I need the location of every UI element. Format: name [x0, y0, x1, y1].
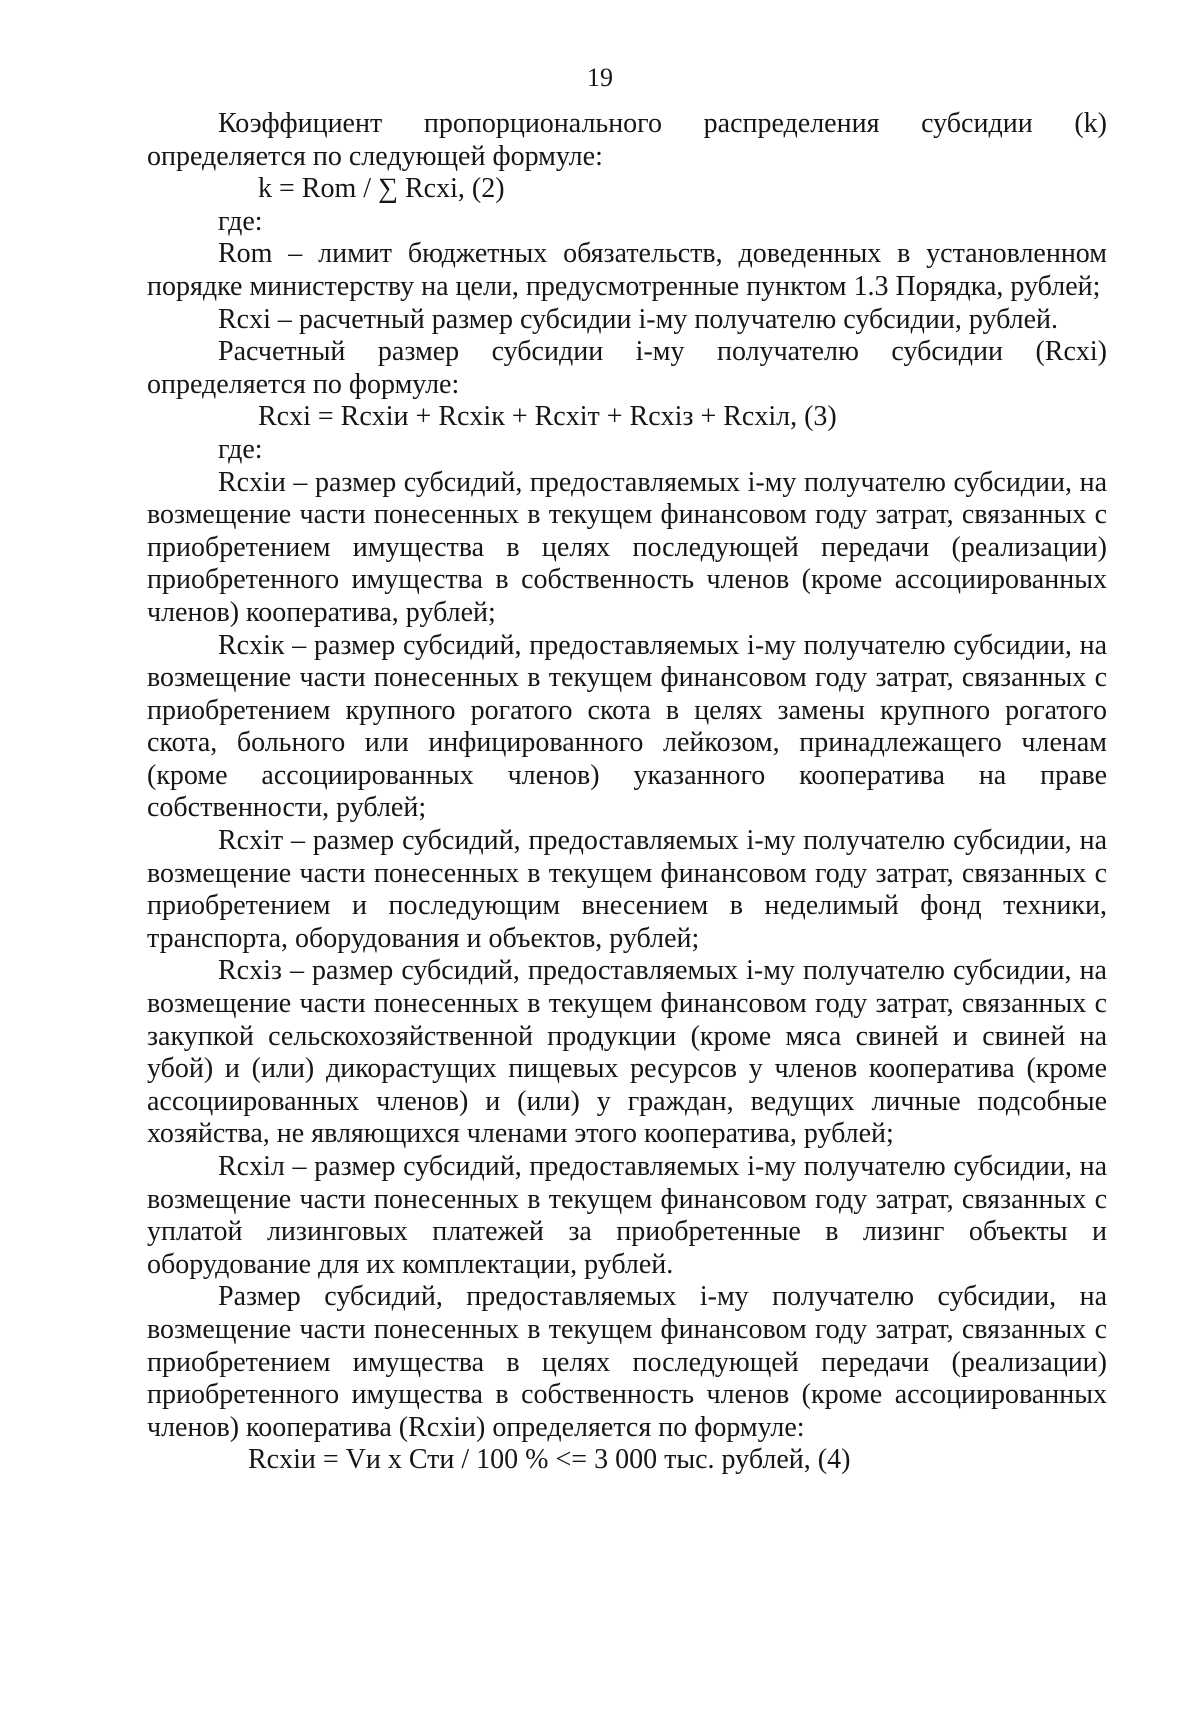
paragraph-rcxiz-definition: Rcxiз – размер субсидий, предоставляемых i-му получателю субсидии, на возмещение части понесенных в текущем финансовом году затрат, связанных с закупкой сельскохозяйственной продукции (кроме мяса свиней и свиней на убой) и (или) дикорастущих пищевых ресурсов у членов кооператива (кроме ассоциированных членов) и (или) у граждан, ведущих личные подсобные хозяйства, не являющихся членами этого кооператива, рублей; [147, 955, 1107, 1150]
paragraph-calculated-size: Расчетный размер субсидии i-му получателю субсидии (Rcxi) определяется по формуле: [147, 336, 1107, 400]
label-where-2: где: [218, 433, 263, 465]
paragraph-rcxik-definition: Rcxiк – размер субсидий, предоставляемых i-му получателю субсидии, на возмещение части понесенных в текущем финансовом году затрат, связанных с приобретением крупного рогатого скота в целях замены крупного рогатого скота, больного или инфицированного лейкозом, принадлежащего членам (кроме ассоциированных членов) указанного кооператива на праве собственности, рублей; [147, 629, 1107, 824]
formula-3: Rcxi = Rcxiи + Rcxiк + Rcxiт + Rcxiз + Rcxiл, (3) [258, 401, 837, 433]
paragraph-rcxit-definition: Rcxiт – размер субсидий, предоставляемых i-му получателю субсидии, на возмещение части понесенных в текущем финансовом году затрат, связанных с приобретением и последующим внесением в неделимый фонд техники, транспорта, оборудования и объектов, рублей; [147, 825, 1107, 954]
paragraph-rcxii-definition: Rcxiи – размер субсидий, предоставляемых i-му получателю субсидии, на возмещение части понесенных в текущем финансовом году затрат, связанных с приобретением имущества в целях последующей передачи (реализации) приобретенного имущества в собственность членов (кроме ассоциированных членов) кооператива, рублей; [147, 466, 1107, 628]
paragraph-subsidy-size: Размер субсидий, предоставляемых i-му получателю субсидии, на возмещение части понесенных в текущем финансовом году затрат, связанных с приобретением имущества в целях последующей передачи (реализации) приобретенного имущества в собственность членов (кроме ассоциированных членов) кооператива (Rcxiи) определяется по формуле: [147, 1281, 1107, 1443]
paragraph-rcxil-definition: Rcxiл – размер субсидий, предоставляемых i-му получателю субсидии, на возмещение части понесенных в текущем финансовом году затрат, связанных с уплатой лизинговых платежей за приобретенные в лизинг объекты и оборудование для их комплектации, рублей. [147, 1151, 1107, 1280]
page-number: 19 [587, 63, 613, 92]
formula-4: Rcxiи = Vи x Сти / 100 % <= 3 000 тыс. рублей, (4) [248, 1444, 851, 1476]
paragraph-coefficient: Коэффициент пропорционального распределения субсидии (k) определяется по следующей формуле: [147, 108, 1107, 172]
formula-2: k = Rom / ∑ Rcxi, (2) [258, 173, 505, 205]
label-where-1: где: [218, 205, 263, 237]
paragraph-rcxi-definition: Rcxi – расчетный размер субсидии i-му получателю субсидии, рублей. [218, 303, 1059, 335]
paragraph-rom-definition: Rom – лимит бюджетных обязательств, доведенных в установленном порядке министерству на цели, предусмотренные пунктом 1.3 Порядка, рублей; [147, 238, 1107, 302]
document-body [147, 108, 1107, 1477]
